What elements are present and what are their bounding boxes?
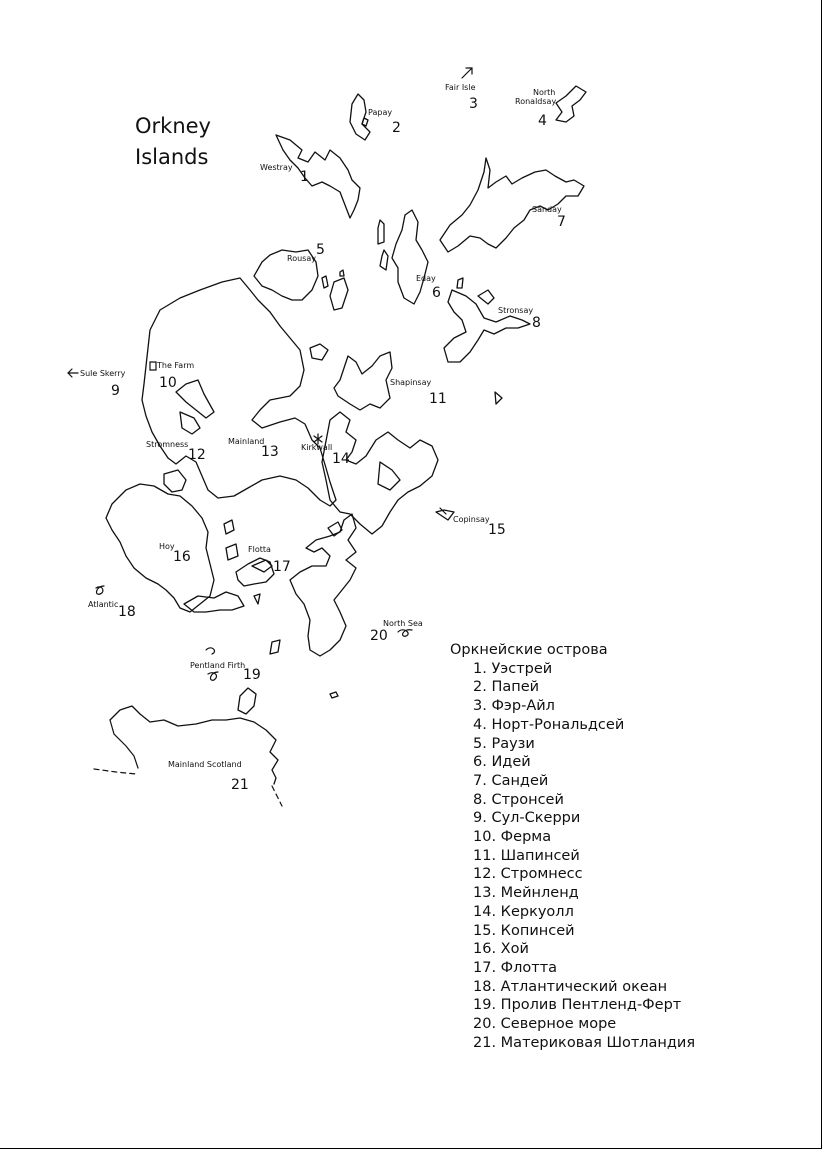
islet <box>380 250 388 270</box>
islet <box>495 392 502 404</box>
legend-item: 20. Северное море <box>473 1016 617 1033</box>
legend-item: 16. Хой <box>473 941 529 958</box>
wave-icon <box>398 630 412 637</box>
farm-marker-icon <box>150 362 156 370</box>
label-hoy: Hoy <box>159 542 175 551</box>
legend-item: 7. Сандей <box>473 772 549 789</box>
marker-number: 10 <box>159 375 177 391</box>
island-papay <box>350 94 370 140</box>
marker-number: 12 <box>188 447 206 463</box>
mainland-scotland-coast <box>110 706 278 784</box>
marker-number: 9 <box>111 383 120 399</box>
marker-number: 17 <box>273 559 291 575</box>
islet <box>224 520 234 534</box>
label-north-ronaldsay-2: Ronaldsay <box>515 97 557 106</box>
islet <box>362 118 368 126</box>
label-stromness: Stromness <box>146 440 189 449</box>
map-title-line2: Islands <box>135 145 209 169</box>
label-copinsay: Copinsay <box>453 515 490 524</box>
legend-item: 6. Идей <box>473 754 531 771</box>
islet <box>270 640 280 654</box>
label-atlantic: Atlantic <box>88 600 119 609</box>
label-the-farm: The Farm <box>157 361 195 370</box>
island-mainland-east <box>322 412 438 534</box>
islet <box>164 470 186 492</box>
marker-number: 8 <box>532 315 541 331</box>
marker-number: 18 <box>118 604 136 620</box>
islet <box>322 276 328 288</box>
island-stronsay <box>444 290 530 362</box>
islet <box>378 220 384 244</box>
legend-item: 18. Атлантический океан <box>473 978 668 995</box>
label-mainland: Mainland <box>228 437 265 446</box>
marker-number: 16 <box>173 549 191 565</box>
marker-number: 11 <box>429 391 447 407</box>
legend-item: 3. Фэр-Айл <box>473 698 555 715</box>
label-pentland-firth: Pentland Firth <box>190 661 246 670</box>
label-mainland-scotland: Mainland Scotland <box>168 760 242 769</box>
marker-number: 5 <box>316 242 325 258</box>
island-south-ronaldsay <box>290 514 356 656</box>
marker-number: 21 <box>231 777 249 793</box>
marker-number: 2 <box>392 120 401 136</box>
islet <box>478 290 494 304</box>
map-legend <box>450 641 695 1052</box>
wave-icon <box>206 648 214 654</box>
islet <box>180 412 200 434</box>
marker-number: 7 <box>557 214 566 230</box>
marker-number: 1 <box>300 169 309 185</box>
label-westray: Westray <box>260 163 293 172</box>
legend-item: 17. Флотта <box>473 959 558 976</box>
label-sule-skerry: Sule Skerry <box>80 369 126 378</box>
label-papay: Papay <box>368 108 393 117</box>
label-north-sea: North Sea <box>383 619 423 628</box>
legend-item: 9. Сул-Скерри <box>473 810 581 827</box>
islet <box>457 278 463 288</box>
label-stronsay: Stronsay <box>498 306 534 315</box>
arrow-icon <box>462 68 472 78</box>
marker-number: 3 <box>469 96 478 112</box>
island-sanday <box>440 158 584 252</box>
legend-item: 19. Пролив Пентленд-Ферт <box>473 997 682 1014</box>
islet <box>254 594 260 604</box>
legend-item: 13. Мейнленд <box>473 885 579 902</box>
wave-icon <box>208 672 218 680</box>
marker-number: 4 <box>538 113 547 129</box>
label-shapinsay: Shapinsay <box>390 378 432 387</box>
legend-item: 4. Норт-Рональдсей <box>473 716 625 733</box>
legend-item: 12. Стромнесс <box>473 866 583 883</box>
arrow-left-icon <box>68 369 78 377</box>
label-flotta: Flotta <box>248 545 271 554</box>
legend-item: 10. Ферма <box>473 829 552 846</box>
legend-list <box>450 660 695 1053</box>
legend-item: 5. Раузи <box>473 735 535 752</box>
islet <box>310 344 328 360</box>
islet <box>340 270 344 276</box>
islet <box>330 692 338 698</box>
island-westray <box>276 135 360 218</box>
label-sanday: Sanday <box>532 205 562 214</box>
island-copinsay <box>436 510 454 520</box>
legend-item: 2. Папей <box>473 679 540 696</box>
island-north-ronaldsay <box>556 86 586 122</box>
islet <box>226 544 238 560</box>
marker-number: 19 <box>243 667 261 683</box>
mainland-scotland-coast <box>110 720 138 768</box>
legend-item: 14. Керкуолл <box>473 903 574 920</box>
label-kirkwall: Kirkwall <box>301 443 333 452</box>
legend-item: 21. Материковая Шотландия <box>473 1034 696 1051</box>
island-stroma <box>238 688 256 714</box>
marker-number: 14 <box>332 451 350 467</box>
marker-number: 15 <box>488 522 506 538</box>
marker-number: 20 <box>370 628 388 644</box>
legend-title: Оркнейские острова <box>450 642 608 658</box>
legend-item: 8. Стронсей <box>473 791 564 808</box>
marker-number: 6 <box>432 285 441 301</box>
label-fair-isle: Fair Isle <box>445 83 476 92</box>
dashed-border <box>94 769 136 774</box>
wave-icon <box>96 586 104 594</box>
marker-number: 13 <box>261 444 279 460</box>
islet <box>330 278 348 310</box>
label-rousay: Rousay <box>287 254 316 263</box>
label-north-ronaldsay-1: North <box>533 88 556 97</box>
map-title-line1: Orkney <box>135 114 211 138</box>
legend-item: 11. Шапинсей <box>473 847 580 864</box>
legend-item: 1. Уэстрей <box>473 660 553 677</box>
label-eday: Eday <box>416 274 436 283</box>
legend-item: 15. Копинсей <box>473 922 575 939</box>
islet <box>378 462 400 490</box>
dashed-border <box>272 786 282 806</box>
island-shapinsay <box>334 352 392 410</box>
island-eday <box>392 210 428 304</box>
